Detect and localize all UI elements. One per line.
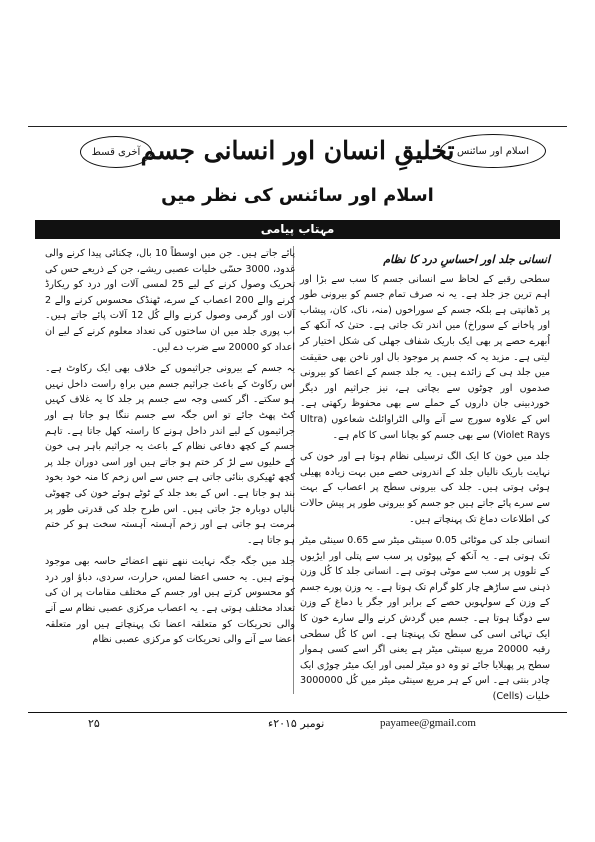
section-label-text: اسلام اور سائنس (456, 145, 530, 157)
section-heading: انسانی جلد اور احساسِ درد کا نظام (383, 253, 550, 266)
article-subtitle: اسلام اور سائنس کی نظر میں (161, 185, 434, 206)
paragraph: جلد میں خون کا ایک الگ ترسیلی نظام ہوتا ہے اور خون کی نہایت باریک نالیاں جلد کے اندرونی حصے میں بہت زیادہ پھیلی ہوئی ہوتی ہیں۔ جلد کی بیرونی سطح پر اعصاب کے بہت سے سرے پائے جاتے ہیں جو جسم کو بیرونی طور پر پیش حالات کی اطلاعات دماغ تک پہنچاتے ہیں۔ (300, 451, 550, 525)
paragraph: سطحی رقبے کے لحاظ سے انسانی جسم کا سب سے بڑا اور اہم ترین جز جلد ہے۔ یہ نہ صرف تمام جسم کو بیرونی طور پر ڈھانپتی ہے بلکہ جسم کے سوراخوں (منہ، ناک، کان، پیشاب اور پاخانے کے سوراخ) میں اندر تک جاتی ہے۔ حتیٰ کہ آنکھ کے اُبھرے حصے پر بھی ایک باریک شفاف جھلی کی شکل اختیار کر لیتی ہے۔ مزید یہ کہ جسم پر موجود بال اور ناخن بھی حقیقت میں جلد ہی کے زائدے ہیں۔ یہ جلد جسم کے اعضا کو بیرونی صدموں اور چوٹوں سے بچاتی ہے، نیز جراثیم اور دیگر خوردبینی جان داروں کے حملے سے بھی محفوظ رکھتی ہے۔ اس کے علاوہ سورج سے آنے والی الٹراوائلٹ شعاعوں (Ultra Violet Rays) سے بھی جسم کو بچانا اسی کا کام ہے۔ (300, 273, 550, 441)
article-title: تخلیقِ انسان اور انسانی جسم (140, 136, 455, 165)
part-label-text: آخری قسط (91, 146, 141, 158)
paragraph: پائے جاتے ہیں۔ جن میں اوسطاً 10 بال، چکنائی پیدا کرنے والی غدود، 3000 حسّی خلیات عصبی ریشے، جن کے ذریعے حس کی تحریک وصول کرنے کے لیے 25 لمسی آلات اور درد کو ریکارڈ کرنے والے 200 اعصاب کے سرے، ٹھنڈک محسوس کرنے والے 2 آلات اور گرمی وصول کرنے والے کُل 12 آلات پائے جاتے ہیں۔ اب پوری جلد میں ان ساختوں کی تعداد معلوم کرنے کے لیے ان اعداد کو 20000 سے ضرب دے لیں۔ (45, 248, 296, 353)
right-column (300, 246, 550, 703)
paragraph: یہ جسم کے بیرونی جراثیموں کے خلاف بھی ایک رکاوٹ ہے۔ اس رکاوٹ کے باعث جراثیم جسم میں براہِ راست داخل نہیں ہو سکتے۔ اگر کسی وجہ سے جسم پر جلد کا یہ غلاف کہیں کٹ پھٹ جائے تو اس جگہ سے جسم ننگا ہو جاتا ہے اور جراثیموں کے لیے اندر داخل ہونے کا راستہ کھل جاتا ہے۔ تاہم جسم کے کچھ دفاعی نظام کے باعث یہ جراثیم باہر ہی خون کے خلیوں سے لڑ کر ختم ہو جاتے ہیں اور اسی دوران جلد پر کچھ ٹھیکری بنائی جاتی ہے جس سے اس زخم کا منہ خود بخود بند ہو جاتا ہے۔ اس کے بعد جلد کے ٹوٹے ہوئے خون کی چھوٹی نالیاں دوبارہ جڑ جاتی ہیں۔ اس طرح جلد کی قدرتی طور پر مرمت ہو جاتی ہے اور زخم آہستہ آہستہ سخت ہو کر ختم ہو جاتا ہے۔ (45, 363, 295, 546)
footer-email: payamee@gmail.com (380, 717, 476, 729)
page-number: ۲۵ (88, 717, 100, 730)
header-rule (28, 126, 567, 127)
footer-rule (28, 712, 567, 713)
author-byline: مہتاب پیامی (35, 220, 560, 239)
paragraph: جلد میں جگہ جگہ نہایت ننھے ننھے اعضائے حاسہ بھی موجود ہوتے ہیں۔ یہ حسی اعضا لمس، حرارت، سردی، دباؤ اور درد کو محسوس کرتے ہیں اور جسم کے مختلف مقامات پر ان کی تعداد مختلف ہوتی ہے۔ یہ اعصاب مرکزی عصبی نظام سے آنے والی تحریکات کو متعلقہ اعضا تک پہنچاتے ہیں اور متعلقہ اعضا سے آنے والی تحریکات کو مرکزی عصبی نظام (45, 556, 295, 646)
left-column (45, 246, 295, 694)
footer-date: نومبر ۲۰۱۵ء (268, 717, 325, 730)
paragraph: انسانی جلد کی موٹائی 0.05 سینٹی میٹر سے 0.65 سینٹی میٹر تک ہوتی ہے۔ یہ آنکھ کے پپوٹوں پر سب سے پتلی اور ایڑیوں کے تلووں پر سب سے موٹی ہوتی ہے۔ انسانی جلد کا کُل وزن ذہنی سے ساڑھے چار کلو گرام تک ہوتا ہے۔ یہ وزن پورے جسم کے وزن کے سولہویں حصے کے برابر اور جگر یا دماغ کے وزن سے دوگنا ہوتا ہے۔ جسم میں گردش کرنے والے سارے خون کا ایک تہائی اسی کی سطح تک پہنچتا ہے۔ اس کا کُل سطحی رقبہ 20000 مربع سینٹی میٹر ہے یعنی اگر اسے کسی ہموار سطح پر پھیلایا جائے تو وہ دو میٹر لمبی اور ایک میٹر چوڑی ایک چادر بنتی ہے۔ اس کے ہر مربع سینٹی میٹر میں کُل 3000000 خلیات (Cells) (300, 535, 550, 703)
